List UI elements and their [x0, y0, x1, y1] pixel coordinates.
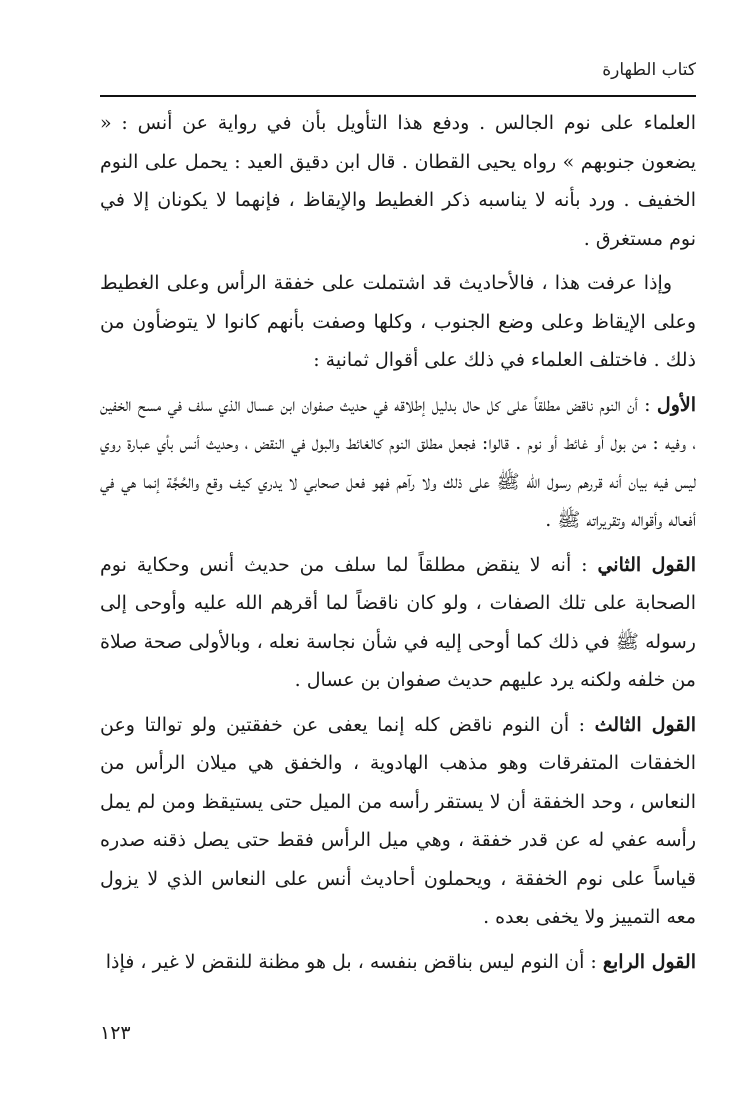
running-title: كتاب الطهارة	[602, 60, 696, 80]
header-rule	[100, 95, 696, 97]
paragraph-third-opinion: القول الثالث : أن النوم ناقض كله إنما يعفى عن خفقتين ولو توالتا وعن الخفقات المتفرقات وهو مذهب الهادوية ، والخفق هي ميلان الرأس من النعاس ، وحد الخفقة أن لا يستقر رأسه من الميل حتى يستيقظ ومن لم يمل رأسه عفي له عن قدر خفقة ، وهي ميل الرأس فقط حتى يصل ذقنه صدره قياساً على نوم الخفقة ، ويحملون أحاديث أنس على النعاس الذي لا يزول معه التمييز ولا يخفى بعده .	[100, 713, 697, 928]
paragraph-1: العلماء على نوم الجالس . ودفع هذا التأويل بأن في رواية عن أنس : « يضعون جنوبهم » رواه يحيى القطان . قال ابن دقيق العيد : يحمل على النوم الخفيف . ورد بأنه لا يناسبه ذكر الغطيط والإيقاظ ، فإنهما لا يكونان إلا في نوم مستغرق .	[100, 112, 696, 250]
opinion-heading: القول الثالث	[594, 713, 697, 736]
paragraph-second-opinion: القول الثاني : أنه لا ينقض مطلقاً لما سلف من حديث أنس وحكاية نوم الصحابة على تلك الصفات ، ولو كان ناقضاً لما أقرهم الله عليه وأوحى إلى رسوله ﷺ في ذلك كما أوحى إليه في شأن نجاسة نعله ، وبالأولى صحة صلاة من خلفه ولكنه يرد عليهم حديث صفوان بن عسال .	[100, 553, 696, 691]
opinion-heading: الأول	[656, 393, 696, 416]
paragraph-fourth-opinion: القول الرابع : أن النوم ليس بناقض بنفسه ، بل هو مظنة للنقض لا غير ، فإذا	[105, 950, 696, 973]
paragraph-first-opinion: الأول : أن النوم ناقض مطلقاً على كل حال بدليل إطلاقه في حديث صفوان ابن عسال الذي سلف في مسح الخفين ، وفيه : من بول أو غائط أو نوم . قالوا: فجعل مطلق النوم كالغائط والبول في النقض ، وحديث أنس بأي عبارة روي ليس فيه بيان أنه قررهم رسول الله ﷺ على ذلك ولا رآهم فهو فعل صحابي لا يدري كيف وقع والحُجَّة إنما هي في أفعاله وأقواله وتقريراته ﷺ .	[100, 393, 696, 531]
body-text	[100, 104, 696, 987]
opinion-heading: القول الرابع	[602, 950, 696, 973]
paragraph-2: وإذا عرفت هذا ، فالأحاديث قد اشتملت على خفقة الرأس وعلى الغطيط وعلى الإيقاظ وعلى وضع الجنوب ، وكلها وصفت بأنهم كانوا لا يتوضأون من ذلك . فاختلف العلماء في ذلك على أقوال ثمانية :	[100, 272, 696, 371]
opinion-heading: القول الثاني	[597, 553, 696, 576]
page-header	[100, 50, 696, 94]
page-number: ١٢٣	[100, 1022, 131, 1044]
